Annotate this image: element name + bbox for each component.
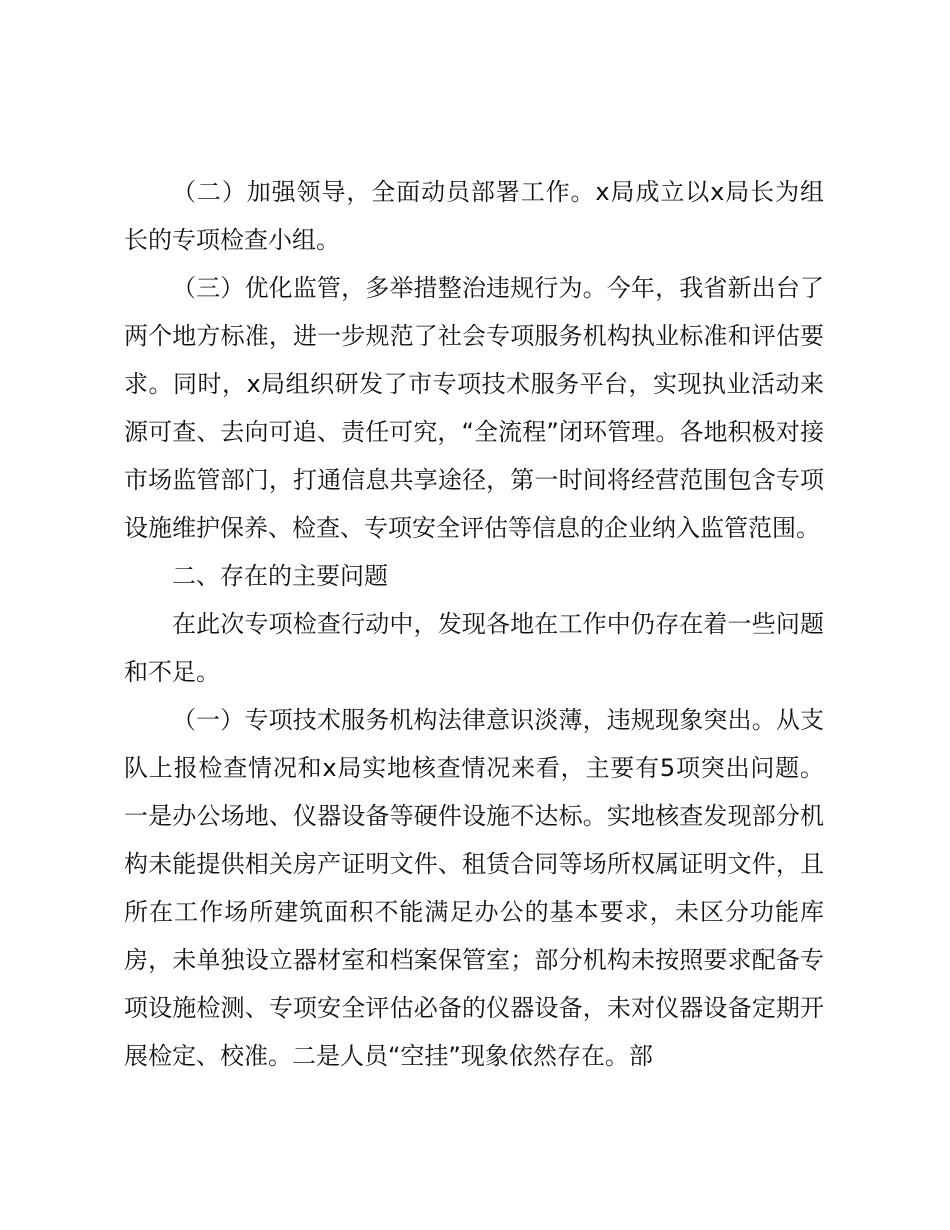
section-heading-main-problems: 二、存在的主要问题 — [172, 562, 388, 590]
paragraph-leadership: （二）加强领导，全面动员部署工作。x局成立以x局长为组长的专项检查小组。 — [124, 178, 824, 254]
paragraph-legal-awareness: （一）专项技术服务机构法律意识淡薄，违规现象突出。从支队上报检查情况和x局实地核查情况来看，主要有5项突出问题。一是办公场地、仪器设备等硬件设施不达标。实地核查发现部分机构未能提供相关房产证明文件、租赁合同等场所权属证明文件，且所在工作场所建筑面积不能满足办公的基本要求，未区分功能库房，未单独设立器材室和档案保管室；部分机构未按照要求配备专项设施检测、专项安全评估必备的仪器设备，未对仪器设备定期开展检定、校准。二是人员“空挂”现象依然存在。部 — [124, 706, 824, 1070]
paragraph-supervision: （三）优化监管，多举措整治违规行为。今年，我省新出台了两个地方标准，进一步规范了社会专项服务机构执业标准和评估要求。同时，x局组织研发了市专项技术服务平台，实现执业活动来源可查、去向可追、责任可究，“全流程”闭环管理。各地积极对接市场监管部门，打通信息共享途径，第一时间将经营范围包含专项设施维护保养、检查、专项安全评估等信息的企业纳入监管范围。 — [124, 274, 824, 542]
paragraph-problems-intro: 在此次专项检查行动中，发现各地在工作中仍存在着一些问题和不足。 — [124, 610, 824, 686]
document-body — [124, 168, 824, 1080]
